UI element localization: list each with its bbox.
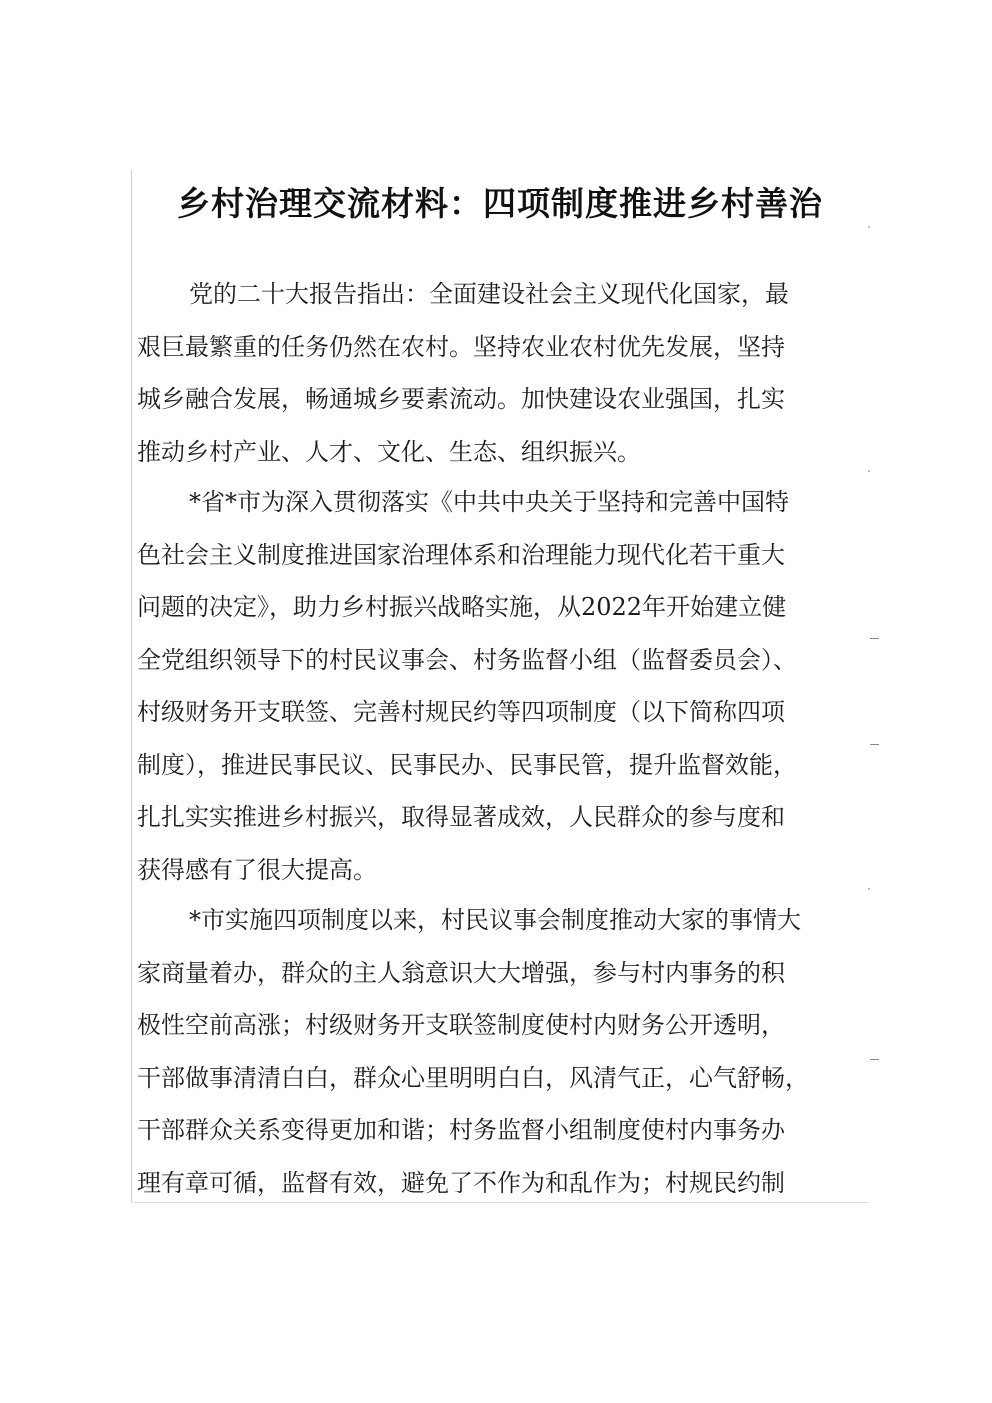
paragraph-line: *市实施四项制度以来，村民议事会制度推动大家的事情大 bbox=[189, 906, 801, 934]
margin-mark bbox=[870, 1059, 879, 1060]
paragraph-line: 推动乡村产业、人才、文化、生态、组织振兴。 bbox=[137, 437, 641, 466]
margin-dot bbox=[868, 470, 870, 472]
document-title: 乡村治理交流材料：四项制度推进乡村善治 bbox=[177, 184, 823, 223]
margin-mark bbox=[870, 744, 879, 745]
paragraph-line: 理有章可循，监督有效，避免了不作为和乱作为；村规民约制 bbox=[137, 1168, 785, 1197]
paragraph-line: 干部做事清清白白，群众心里明明白白，风清气正，心气舒畅， bbox=[137, 1063, 809, 1092]
paragraph-line: 城乡融合发展，畅通城乡要素流动。加快建设农业强国，扎实 bbox=[137, 385, 785, 413]
paragraph-line: 问题的决定》，助力乡村振兴战略实施，从2022年开始建立健 bbox=[137, 593, 787, 621]
margin-mark bbox=[870, 638, 879, 639]
paragraph-1 bbox=[137, 268, 857, 478]
paragraph-line: 制度），推进民事民议、民事民办、民事民管，提升监督效能， bbox=[137, 750, 797, 779]
paragraph-line: 获得感有了很大提高。 bbox=[137, 855, 377, 884]
paragraph-line: 艰巨最繁重的任务仍然在农村。坚持农业农村优先发展，坚持 bbox=[137, 332, 785, 361]
paragraph-2 bbox=[137, 476, 857, 896]
paragraph-line: 干部群众关系变得更加和谐；村务监督小组制度使村内事务办 bbox=[137, 1116, 785, 1144]
paragraph-line: 全党组织领导下的村民议事会、村务监督小组（监督委员会）、 bbox=[137, 645, 797, 674]
paragraph-line: 党的二十大报告指出：全面建设社会主义现代化国家，最 bbox=[189, 280, 789, 308]
paragraph-line: *省*市为深入贯彻落实《中共中央关于坚持和完善中国特 bbox=[189, 488, 789, 516]
margin-dot bbox=[868, 888, 870, 890]
paragraph-3 bbox=[137, 894, 857, 1209]
paragraph-line: 村级财务开支联签、完善村规民约等四项制度（以下简称四项 bbox=[137, 698, 785, 726]
margin-dot bbox=[868, 226, 870, 228]
paragraph-line: 色社会主义制度推进国家治理体系和治理能力现代化若干重大 bbox=[137, 540, 785, 569]
paragraph-line: 家商量着办，群众的主人翁意识大大增强，参与村内事务的积 bbox=[137, 958, 785, 987]
paragraph-line: 扎扎实实推进乡村振兴，取得显著成效，人民群众的参与度和 bbox=[137, 803, 785, 831]
paragraph-line: 极性空前高涨；村级财务开支联签制度使村内财务公开透明， bbox=[137, 1011, 785, 1039]
